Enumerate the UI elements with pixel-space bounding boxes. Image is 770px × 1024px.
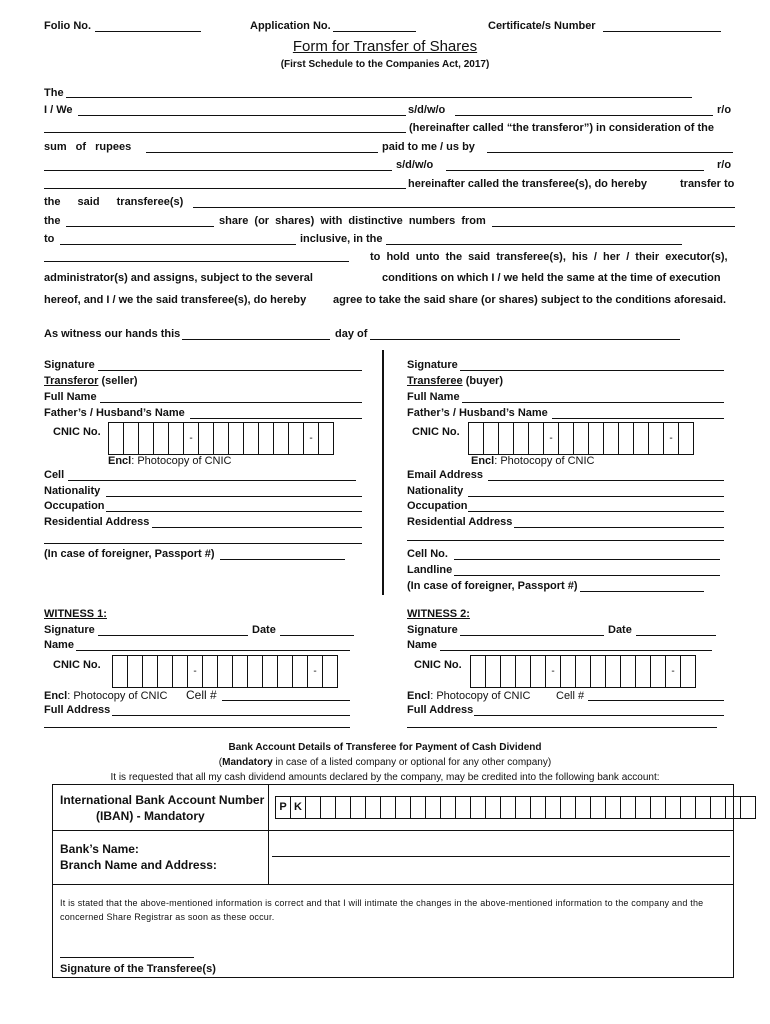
iban-prefix-k: K [291,797,306,818]
bank-mandatory-word: Mandatory [222,757,273,768]
transferee-address-input-1[interactable] [514,527,724,528]
encl-label: Encl [471,455,495,467]
agree-text: agree to take the said share (or shares) subject to the conditions aforesaid. [333,294,727,306]
bank-box-divider [268,785,269,885]
witness1-name-input[interactable] [76,650,350,651]
witness1-cell-input[interactable] [222,700,350,701]
transferee-role-label: Transferee [407,375,463,387]
transferee-cnic-label: CNIC No. [412,426,460,438]
paid-to-me-label: paid to me / us by [382,141,475,153]
i-we-label: I / We [44,104,73,116]
transferee-email-input[interactable] [488,480,724,481]
witness2-name-input[interactable] [440,650,712,651]
transferor-nationality-label: Nationality [44,485,101,497]
transferor-cnic-boxes[interactable] [108,422,334,455]
bank-name-input[interactable] [272,856,730,857]
folio-input[interactable] [95,31,201,32]
transferee-encl [471,455,595,467]
witness2-date-input[interactable] [636,635,716,636]
transferee-address-label: Residential Address [407,516,513,528]
transferee-fullname-label: Full Name [407,391,460,403]
witness1-address-input-1[interactable] [112,715,350,716]
transferee-passport-input[interactable] [580,591,704,592]
bank-mandatory-rest: in case of a listed company or optional for any other company) [272,757,552,768]
column-divider [382,350,384,595]
witness2-cell-label: Cell # [556,690,585,702]
transferee-nationality-label: Nationality [407,485,464,497]
month-year-input[interactable] [370,339,680,340]
witness1-encl [44,690,168,702]
witness2-address-input-2[interactable] [407,727,717,728]
to-label: to [44,233,55,245]
transferee-name-input[interactable] [44,170,392,171]
witness2-encl [407,690,531,702]
branch-label: Branch Name and Address: [60,858,217,872]
transferee-cnic-boxes[interactable] [468,422,694,455]
encl-label: Encl [407,690,431,702]
certificate-input[interactable] [603,31,721,32]
witness1-address-input-2[interactable] [44,727,350,728]
to-hold-text: to hold unto the said transferee(s), his / her / their executor(s), [370,251,728,263]
day-of-label: day of [335,328,368,340]
transferor-name-input[interactable] [78,115,406,116]
company-name-input[interactable] [66,97,692,98]
transferor-parent-input[interactable] [455,115,713,116]
inclusive-in-the-text: inclusive, in the [300,233,383,245]
encl-label: Encl [108,455,132,467]
witness1-date-input[interactable] [280,635,354,636]
transferee-address-input-2[interactable] [407,540,724,541]
bank-statement: It is stated that the above-mentioned information is correct and that I will intimate the changes in the above-mentioned information to the company and the concerned Share Registrar as soon as these occur. [60,898,704,922]
witness2-cnic-boxes[interactable] [470,655,696,688]
bank-name-label: Bank’s Name: [60,842,139,856]
sdwo-label-2: s/d/w/o [396,159,434,171]
transferor-fullname-label: Full Name [44,391,97,403]
transferor-occupation-input[interactable] [106,511,362,512]
certificate-label: Certificate/s Number [488,20,596,32]
encl-text: : Photocopy of CNIC [67,690,168,702]
encl-label: Encl [44,690,68,702]
transferee-cell-label: Cell No. [407,548,448,560]
transferor-fullname-input[interactable] [100,402,362,403]
transferor-signature-input[interactable] [98,370,362,371]
hereinafter-transferor-text: (hereinafter called “the transferor”) in consideration of the [409,122,714,134]
day-input[interactable] [182,339,330,340]
transferee-signature-input[interactable] [460,370,724,371]
application-input[interactable] [333,31,416,32]
rupees-input[interactable] [146,152,378,153]
transferee-detail-input[interactable] [193,207,735,208]
bank-box-row-line [53,830,733,831]
hereof-text: hereof, and I / we the said transferee(s), do hereby [44,294,307,306]
transferee-father-input[interactable] [552,418,724,419]
bank-box-row-line [53,884,733,885]
share-count-input[interactable] [66,226,214,227]
sdwo-label-1: s/d/w/o [408,104,446,116]
transferee-signature-label: Signature [407,359,458,371]
cnic-dash: - [188,656,203,687]
witness1-title: WITNESS 1: [44,608,107,620]
transferee-fullname-input[interactable] [462,402,724,403]
transferor-role-label: Transferor [44,375,99,387]
witness1-signature-label: Signature [44,624,95,636]
page-subtitle: (First Schedule to the Companies Act, 2017) [280,59,490,70]
transferee-occupation-input[interactable] [468,511,724,512]
iban-label-2: (IBAN) - Mandatory [96,809,205,823]
transferor-address-input-1[interactable] [152,527,362,528]
witness1-cnic-label: CNIC No. [53,659,101,671]
transferor-father-input[interactable] [190,418,362,419]
sum-of-rupees-label: sum of rupees [44,141,132,153]
cnic-dash: - [184,423,199,454]
transferee-father-label: Father’s / Husband’s Name [407,407,548,419]
witness2-signature-input[interactable] [460,635,604,636]
witness1-signature-input[interactable] [98,635,248,636]
bank-request: It is requested that all my cash dividend amounts declared by the company, may be credited into the following bank account: [110,772,660,783]
transferee-passport-label: (In case of foreigner, Passport #) [407,580,578,592]
transferee-signature-line[interactable] [60,957,194,958]
transferee-role [407,375,503,387]
witness1-cnic-boxes[interactable] [112,655,338,688]
transferor-role-suffix: (seller) [101,375,138,387]
transferor-address-label: Residential Address [44,516,150,528]
encl-text: : Photocopy of CNIC [494,455,595,467]
transferor-encl [108,455,232,467]
cnic-dash: - [308,656,323,687]
iban-prefix-p: P [276,797,291,818]
cnic-dash: - [304,423,319,454]
the-label: The [44,87,64,99]
payer-name-input[interactable] [487,152,733,153]
transferee-role-suffix: (buyer) [465,375,503,387]
undertaking-cont-input[interactable] [44,261,349,262]
transferor-father-label: Father’s / Husband’s Name [44,407,185,419]
distinctive-to-input[interactable] [60,244,296,245]
witness1-address-label: Full Address [44,704,111,716]
the-said-transferee-label: the said transferee(s) [44,196,184,208]
transferor-address-input-2[interactable] [44,543,362,544]
page-title: Form for Transfer of Shares [292,38,478,55]
distinctive-from-input[interactable] [492,226,735,227]
transferor-role [44,375,138,387]
transferee-parent-input[interactable] [446,170,704,171]
transferor-address-input[interactable] [44,132,406,133]
transferee-landline-input[interactable] [454,575,720,576]
undertaking-input[interactable] [386,244,682,245]
transfer-to-text: transfer to [680,178,735,190]
transferor-cell-input[interactable] [68,480,356,481]
transferee-address-input[interactable] [44,188,406,189]
transferor-nationality-input[interactable] [106,496,362,497]
transferor-passport-label: (In case of foreigner, Passport #) [44,548,215,560]
transferee-nationality-input[interactable] [468,496,724,497]
witness1-name-label: Name [44,639,74,651]
transferor-occupation-label: Occupation [44,500,105,512]
cnic-dash: - [544,423,559,454]
ro-label-2: r/o [717,159,732,171]
administrators-text: administrator(s) and assigns, subject to the several [44,272,313,284]
witness-hands-label: As witness our hands this [44,328,181,340]
witness2-address-label: Full Address [407,704,474,716]
witness1-date-label: Date [252,624,276,636]
ro-label-1: r/o [717,104,732,116]
bank-heading: Bank Account Details of Transferee for Payment of Cash Dividend [228,742,542,753]
witness2-title: WITNESS 2: [407,608,470,620]
hereinafter-transferee-text: hereinafter called the transferee(s), do hereby [408,178,648,190]
witness2-cell-input[interactable] [588,700,724,701]
cnic-dash: - [666,656,681,687]
folio-label: Folio No. [44,20,92,32]
encl-text: : Photocopy of CNIC [131,455,232,467]
witness2-signature-label: Signature [407,624,458,636]
witness2-cnic-label: CNIC No. [414,659,462,671]
transferor-cell-label: Cell [44,469,65,481]
cnic-dash: - [664,423,679,454]
cnic-dash: - [546,656,561,687]
the-label-2: the [44,215,61,227]
transferee-email-label: Email Address [407,469,484,481]
transferee-signature-caption: Signature of the Transferee(s) [60,963,216,975]
application-label: Application No. [250,20,331,32]
transferee-occupation-label: Occupation [407,500,468,512]
encl-text: : Photocopy of CNIC [430,690,531,702]
transferor-passport-input[interactable] [220,559,345,560]
bank-mandatory-note: (Mandatory in case of a listed company or optional for any other company) [218,757,552,768]
share-distinctive-text: share (or shares) with distinctive numbers from [219,215,486,227]
transferee-landline-label: Landline [407,564,453,576]
iban-boxes[interactable] [275,796,756,819]
iban-label-1: International Bank Account Number [60,793,265,807]
witness1-cell-label: Cell # [186,688,217,702]
witness2-address-input-1[interactable] [474,715,724,716]
transferor-signature-label: Signature [44,359,95,371]
transferor-cnic-label: CNIC No. [53,426,101,438]
conditions-text: conditions on which I / we held the same at the time of execution [382,272,721,284]
transferee-cell-input[interactable] [454,559,720,560]
witness2-date-label: Date [608,624,632,636]
witness2-name-label: Name [407,639,437,651]
